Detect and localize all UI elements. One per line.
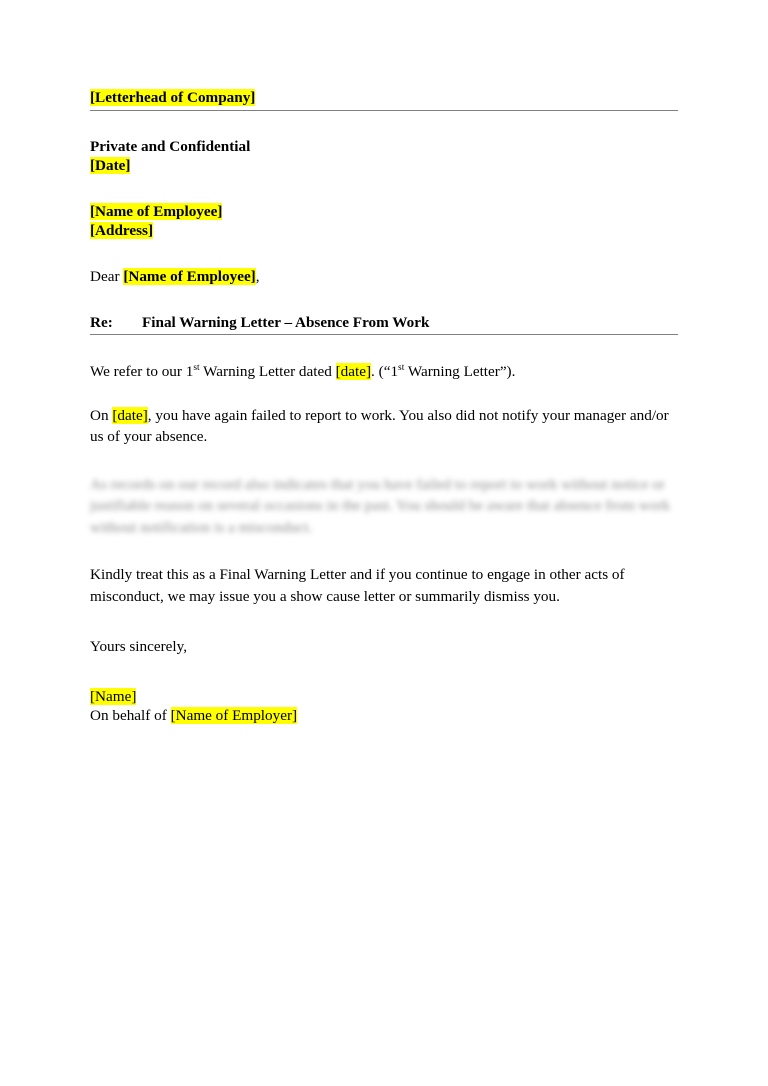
recipient-name-placeholder: [Name of Employee] (90, 202, 223, 220)
paragraph-final-warning-consequence: Kindly treat this as a Final Warning Letter and if you continue to engage in other acts of misconduct, we may issue you a show cause letter or summarily dismiss you. (90, 566, 625, 605)
on-behalf-line (90, 706, 678, 726)
salutation-comma: , (255, 267, 260, 285)
redacted-line-2: justifiable reason on several occasions in the past. You should be aware that absence from work (90, 497, 670, 515)
subject-row (90, 313, 678, 333)
recipient-address-placeholder: [Address] (90, 222, 154, 240)
redacted-line-3: without notification is a misconduct. (90, 518, 313, 536)
date-line (90, 156, 678, 176)
letter-body (90, 88, 678, 726)
p1-part1: We refer to our 1 (90, 363, 194, 381)
spacer (90, 657, 678, 687)
subject-text: Final Warning Letter – Absence From Work (142, 313, 430, 331)
date-placeholder: [Date] (90, 157, 131, 175)
p2-part2: , you have again failed to report to work. You also did not notify your manager and/or us of your absence. (90, 406, 669, 446)
p1-ordinal-suffix-1: st (193, 363, 200, 374)
paragraph-absence-incident (90, 405, 678, 448)
spacer (90, 335, 678, 361)
paragraph-first-warning-reference (90, 361, 678, 383)
sign-off: Yours sincerely, (90, 638, 188, 656)
salutation-name-placeholder: [Name of Employee] (123, 267, 256, 285)
p1-part3: . (“1 (371, 363, 399, 381)
recipient-name-line (90, 202, 678, 222)
employer-placeholder: [Name of Employer] (170, 707, 298, 725)
salutation-line (90, 267, 678, 287)
salutation-greeting: Dear (90, 267, 124, 285)
spacer (90, 176, 678, 202)
spacer (90, 111, 678, 137)
p1-part4: Warning Letter”). (404, 363, 516, 381)
p1-date-placeholder: [date] (335, 363, 372, 381)
paragraph-redacted-blurred (90, 474, 678, 539)
subject-label: Re: (90, 313, 113, 331)
letterhead-placeholder: [Letterhead of Company] (90, 89, 256, 106)
letterhead-line (90, 88, 678, 108)
spacer (90, 607, 678, 637)
spacer (90, 448, 678, 474)
signer-name-placeholder: [Name] (90, 687, 137, 705)
spacer (90, 383, 678, 405)
signer-name-line (90, 687, 678, 707)
spacer (90, 287, 678, 313)
p1-ordinal-suffix-2: st (398, 363, 405, 374)
p2-part1: On (90, 406, 113, 424)
recipient-address-line (90, 221, 678, 241)
redacted-line-1: As records on our record also indicates that you have failed to report to work without notice or (90, 475, 665, 493)
on-behalf-prefix: On behalf of (90, 707, 171, 725)
p2-date-placeholder: [date] (112, 406, 148, 424)
spacer (90, 538, 678, 564)
p1-part2: Warning Letter dated (199, 363, 336, 381)
confidentiality-notice: Private and Confidential (90, 137, 251, 155)
spacer (90, 241, 678, 267)
